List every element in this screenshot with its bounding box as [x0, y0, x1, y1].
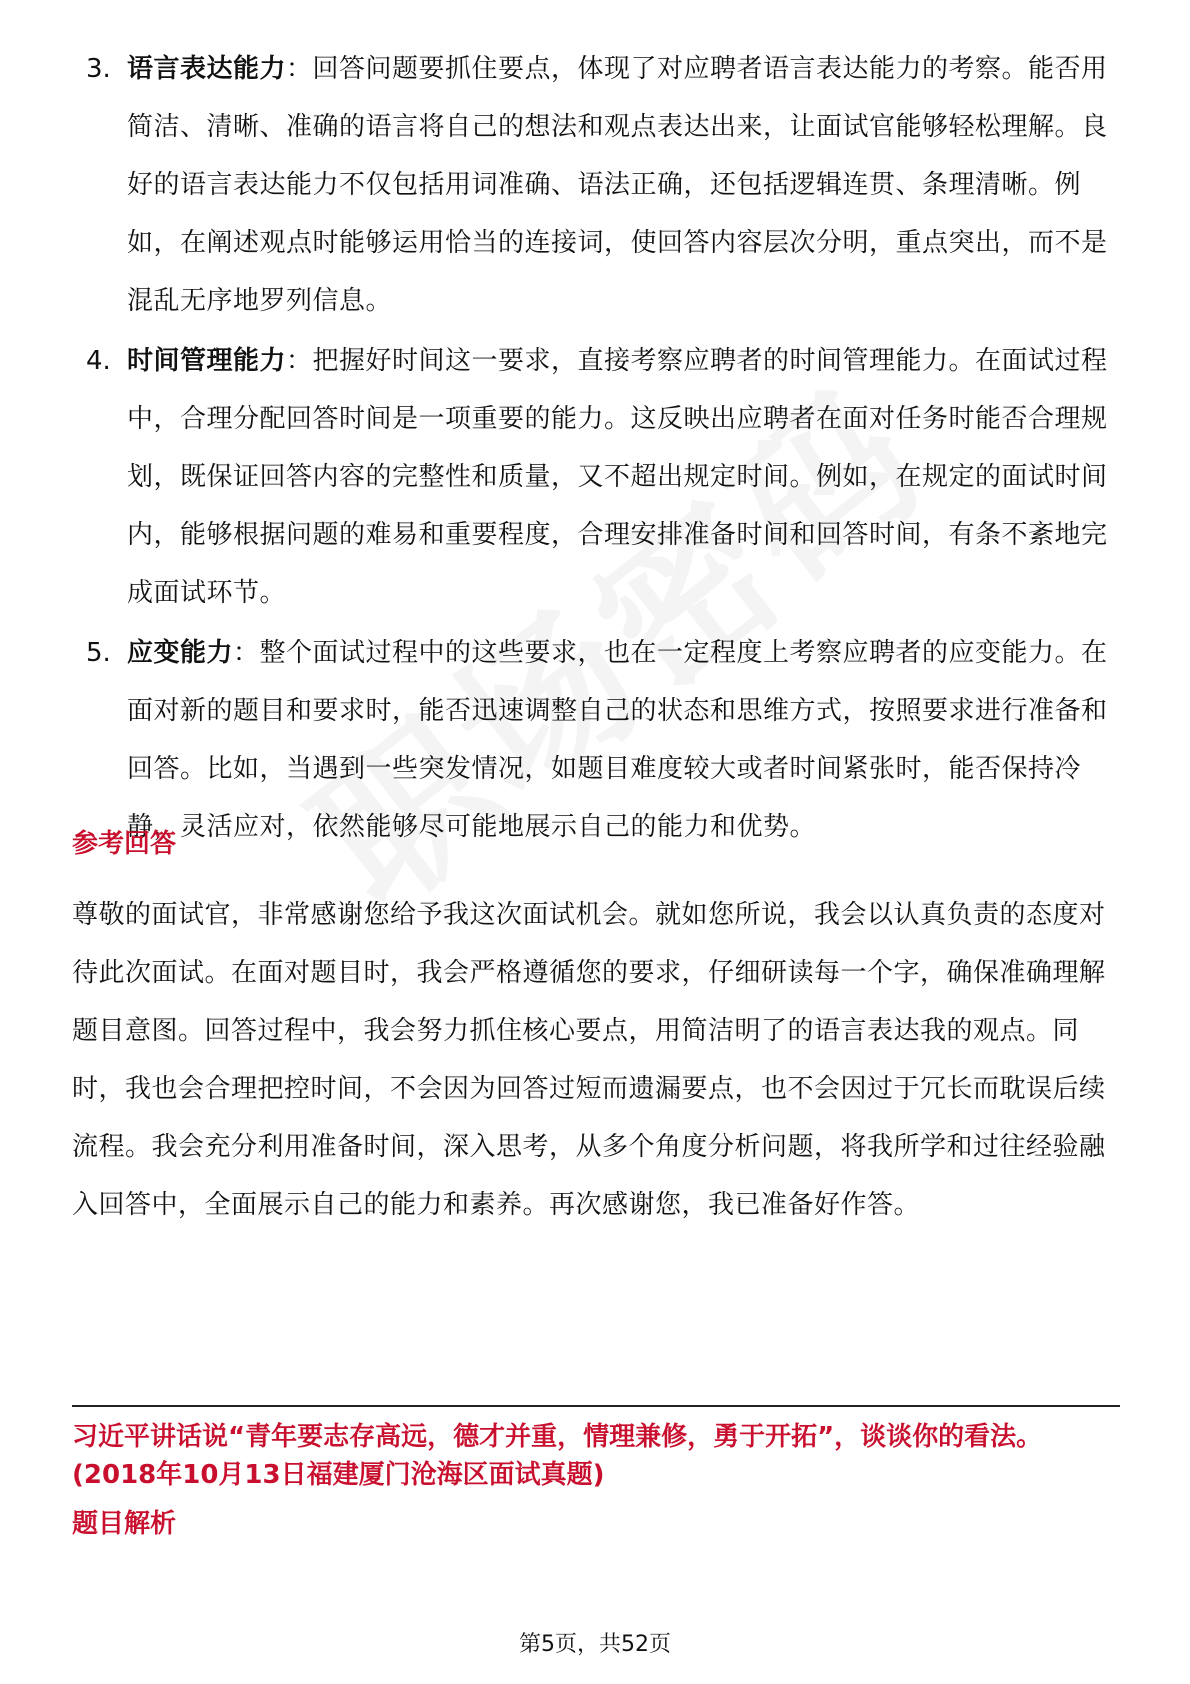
item-title: 应变能力: [127, 638, 234, 668]
list-number: 3.: [86, 54, 111, 84]
reference-answer-text: 尊敬的面试官，非常感谢您给予我这次面试机会。就如您所说，我会以认真负责的态度对待此次面试。在面对题目时，我会严格遵循您的要求，仔细研读每一个字，确保准确理解题目意图。回答过程中，我会努力抓住核心要点，用简洁明了的语言表达我的观点。同时，我也会合理把控时间，不会因为回答过短而遗漏要点，也不会因过于冗长而耽误后续流程。我会充分利用准备时间，深入思考，从多个角度分析问题，将我所学和过往经验融入回答中，全面展示自己的能力和素养。再次感谢您，我已准备好作答。: [72, 900, 1106, 1220]
list-item-text: [127, 40, 1117, 330]
reference-answer-heading: 参考回答: [72, 829, 177, 859]
list-item-text: [127, 332, 1117, 622]
next-question: 习近平讲话说“青年要志存高远，德才并重，情理兼修，勇于开拓”，谈谈你的看法。(2018年10月13日福建厦门沧海区面试真题): [72, 1422, 1043, 1490]
analysis-heading: 题目解析: [72, 1509, 177, 1539]
list-item-3: [0, 40, 1190, 330]
item-body: ：回答问题要抓住要点，体现了对应聘者语言表达能力的考察。能否用简洁、清晰、准确的语言将自己的想法和观点表达出来，让面试官能够轻松理解。良好的语言表达能力不仅包括用词准确、语法正确，还包括逻辑连贯、条理清晰。例如，在阐述观点时能够运用恰当的连接词，使回答内容层次分明，重点突出，而不是混乱无序地罗列信息。: [127, 54, 1108, 316]
item-body: ：整个面试过程中的这些要求，也在一定程度上考察应聘者的应变能力。在面对新的题目和要求时，能否迅速调整自己的状态和思维方式，按照要求进行准备和回答。比如，当遇到一些突发情况，如题目难度较大或者时间紧张时，能否保持冷静，灵活应对，依然能够尽可能地展示自己的能力和优势。: [127, 638, 1108, 842]
ability-list: [0, 40, 1190, 858]
item-title: 时间管理能力: [127, 346, 287, 376]
item-body: ：把握好时间这一要求，直接考察应聘者的时间管理能力。在面试过程中，合理分配回答时间是一项重要的能力。这反映出应聘者在面对任务时能否合理规划，既保证回答内容的完整性和质量，又不超出规定时间。例如，在规定的面试时间内，能够根据问题的难易和重要程度，合理安排准备时间和回答时间，有条不紊地完成面试环节。: [127, 346, 1108, 608]
section-divider: [72, 1405, 1120, 1407]
list-number: 5.: [86, 638, 111, 668]
page-footer: 第5页，共52页: [519, 1632, 671, 1657]
list-number: 4.: [86, 346, 111, 376]
list-item-text: [127, 624, 1117, 856]
list-item-5: [0, 624, 1190, 856]
item-title: 语言表达能力: [127, 54, 287, 84]
list-item-4: [0, 332, 1190, 622]
